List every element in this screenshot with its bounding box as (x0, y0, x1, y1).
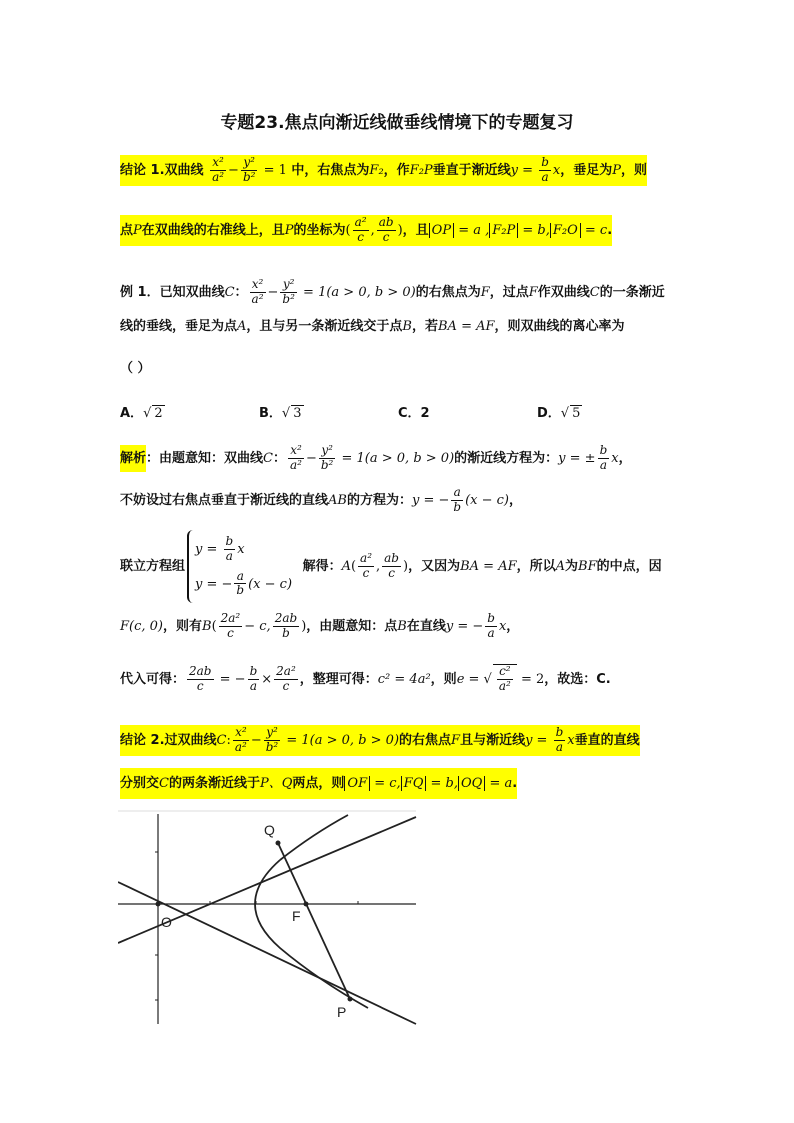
numerator: ab (378, 215, 394, 229)
numerator: a (451, 486, 463, 501)
fraction (353, 216, 369, 245)
text: ： (272, 450, 286, 466)
math: = 1(a > 0, b > 0) (282, 732, 400, 748)
text: ，则 (620, 162, 647, 178)
denominator: a (225, 548, 233, 563)
abs-fq: FQ (401, 776, 427, 791)
conclusion-1-highlight-2: 点P在双曲线的右准线上，且P的坐标为( $\frac{\text{a²}}{c}$ , $\frac{ab}{c}$ )，且 OP = a , F₂P = b, F₂O = c. (120, 215, 613, 244)
fraction (598, 444, 610, 473)
text: 作双曲线 (537, 284, 590, 300)
denominator: c (227, 625, 234, 640)
abs-f2p: F₂P (489, 223, 518, 238)
hyperbola-right-branch (255, 860, 368, 1008)
denominator: a² (251, 291, 264, 306)
numerator: a² (354, 215, 367, 229)
denominator: a² (234, 739, 247, 754)
math-var: x (611, 450, 619, 466)
numerator: b (249, 664, 258, 678)
math-var: AB (328, 492, 347, 508)
solution-line-2: 不妨设过右焦点垂直于渐近线的直线AB的方程为：y = − $\frac{a}{b}$ (x − c)， (120, 485, 523, 514)
denominator: c (388, 566, 395, 581)
fraction (250, 278, 266, 307)
option-c[interactable] (398, 402, 430, 421)
denominator: b² (282, 291, 295, 306)
fraction (358, 552, 374, 581)
text: ，则有 (162, 618, 202, 634)
conclusion-label: 结论 (120, 162, 147, 178)
text: ，整理可得： (299, 671, 378, 687)
denominator: b² (242, 169, 256, 184)
abs-oq: OQ (458, 776, 485, 791)
math-var: C (216, 732, 227, 748)
solution-line-1: 解析：由题意知：双曲线C： $\frac{\text{x²}}{\text{a²}}$ − $\frac{\text{y²}}{\text{b²}}$ = 1(a > 0, b > 0)的渐近线方程为：y = ± $\frac{b}{a}$ x， (120, 443, 632, 472)
equation-rhs: = 1 (259, 162, 287, 178)
math: y = − (445, 618, 484, 634)
text: 且与渐近线 (460, 732, 526, 748)
math-var: F (451, 732, 461, 748)
abs-of: OF (344, 776, 370, 791)
text: 解得： (302, 559, 342, 575)
conclusion-2-highlight-1: 结论 2.过双曲线C: $\frac{\text{x²}}{\text{a²}}$ − $\frac{\text{y²}}{\text{b²}}$ = 1(a > 0, b > 0)的右焦点F且与渐近线y = $\frac{b}{a}$ x垂直的直线 (120, 725, 640, 754)
text: ，且 (402, 222, 429, 238)
fraction (382, 552, 401, 581)
text: 的右焦点 (399, 732, 452, 748)
numerator: 2a² (220, 611, 241, 625)
fraction (485, 612, 497, 641)
fraction (187, 665, 213, 694)
math-var: P (612, 162, 621, 178)
math-var: F (480, 284, 490, 300)
denominator: c (196, 678, 204, 693)
point-p (348, 997, 353, 1002)
text: 垂直于渐近线 (432, 162, 511, 178)
option-value: 5 (572, 406, 581, 421)
math: P、Q (259, 776, 293, 791)
option-label: D． (537, 406, 561, 421)
text: 中，右焦点为 (291, 162, 370, 178)
conclusion-label: 结论 (120, 732, 147, 748)
text: ，所以 (516, 559, 556, 575)
text: ：由题意知：双曲线 (146, 450, 264, 466)
label-p: P (337, 1004, 347, 1020)
fraction (264, 726, 281, 755)
math: F(c, 0) (120, 618, 163, 634)
text: ，则双曲线的离心率为 (494, 319, 625, 334)
conclusion-2-line-2 (120, 777, 517, 790)
math: = 1(a > 0, b > 0) (298, 284, 416, 300)
math: = c, (370, 776, 401, 791)
numerator: x² (210, 156, 226, 171)
hyperbola-upper-tail (280, 815, 348, 860)
math: y = (525, 732, 552, 748)
denominator: a (487, 625, 495, 640)
numerator: 2ab (274, 611, 298, 625)
fraction (539, 156, 551, 185)
fraction (274, 665, 298, 694)
numerator: b (541, 155, 549, 169)
numerator: c² (497, 665, 513, 680)
math-var: x (552, 162, 561, 178)
math-var: B (202, 618, 212, 634)
text: ： (234, 284, 248, 300)
text: 为 (565, 559, 579, 575)
solution-line-3: 联立方程组 y = $\frac{b}{a}$ x y = − $\frac{a}{b}$ (x − c) 解得：A( $\frac{\text{a²}}{c}$ , $\frac{ab}{c}$ )，又因为BA = AF，所以A为BF的中点，因 (120, 530, 662, 603)
vector-equation: BA = AF (460, 559, 517, 575)
fraction (233, 726, 249, 755)
text: 1.双曲线 (150, 162, 204, 178)
fraction (319, 444, 336, 473)
text: 线的垂线，垂足为点 (120, 319, 238, 334)
conclusion-2-line-1 (120, 726, 640, 755)
numerator: b (487, 611, 495, 625)
fraction (554, 726, 566, 755)
equation-system (187, 530, 298, 603)
answer-parentheses: （ ） (120, 361, 151, 376)
numerator: b (225, 534, 234, 548)
option-value: 2 (154, 406, 163, 421)
math-var: x (237, 541, 245, 557)
numerator: x² (233, 726, 249, 741)
text: . (607, 222, 613, 238)
math: = a , (454, 222, 490, 238)
math-var: C (159, 776, 169, 791)
text: 2.过双曲线 (150, 732, 217, 748)
text: 在直线 (406, 618, 446, 634)
numerator: b (555, 725, 564, 739)
numerator: 2a² (276, 664, 296, 678)
math-var: B (397, 618, 407, 634)
math-var: F (528, 284, 538, 300)
text: ，由题意知：点 (306, 618, 398, 634)
text: ，且与另一条渐近线交于点 (246, 319, 403, 334)
point-f (304, 902, 309, 907)
example-1-line-1: 例 1．已知双曲线C： $\frac{\text{x²}}{\text{a²}}$ − $\frac{\text{y²}}{\text{b²}}$ = 1(a > 0, b > 0)的右焦点为F，过点F作双曲线C的一条渐近 (120, 277, 665, 306)
text: 例 1．已知双曲线 (120, 284, 225, 300)
math-var: x (567, 732, 575, 748)
text: 的渐近线方程为： (454, 450, 559, 466)
math: (x − c) (248, 576, 293, 592)
denominator: a (249, 678, 257, 693)
denominator: a² (290, 457, 302, 472)
denominator: c (382, 229, 390, 244)
denominator: a (555, 739, 564, 754)
numerator: x² (288, 444, 304, 459)
math: e = (456, 671, 484, 687)
math: y = (195, 541, 222, 557)
fraction (377, 216, 396, 245)
math-var: P (284, 222, 294, 238)
numerator: x² (250, 278, 266, 293)
math: = 1(a > 0, b > 0) (337, 450, 455, 466)
page-title: 专题23.焦点向渐近线做垂线情境下的专题复习 (220, 113, 574, 133)
point-o (156, 902, 161, 907)
math: y = ± (558, 450, 596, 466)
text: 点 (120, 222, 134, 238)
text: 的方程为： (346, 492, 412, 508)
math-var: P (133, 222, 142, 238)
math-var: A (237, 319, 247, 334)
math: y = − (411, 492, 450, 508)
fraction (451, 486, 463, 515)
text: 在双曲线的右准线上，且 (141, 222, 285, 238)
fraction (280, 278, 297, 307)
example-1-line-2 (120, 320, 625, 333)
fraction (210, 156, 226, 185)
fraction (497, 665, 513, 694)
text: ，过点 (489, 284, 529, 300)
label-q: Q (264, 822, 275, 838)
fraction (248, 665, 260, 694)
option-label: B． (259, 406, 282, 421)
conclusion-1-line-2 (120, 216, 612, 245)
math: = a (485, 776, 513, 791)
math: = c (580, 222, 608, 238)
conclusion-2-highlight-2 (120, 768, 517, 799)
option-label: A． (120, 406, 144, 421)
option-b[interactable]: B．√ 3 (259, 406, 302, 421)
numerator: y² (280, 278, 297, 293)
math: = b, (426, 776, 458, 791)
denominator: a (541, 169, 549, 184)
axis-ticks (155, 852, 358, 1000)
denominator: c (357, 229, 364, 244)
text: 不妨设过右焦点垂直于渐近线的直线 (120, 492, 329, 508)
text: 代入可得： (120, 671, 186, 687)
option-label: C．2 (398, 406, 430, 421)
numerator: y² (319, 444, 336, 459)
math-var: A (341, 559, 351, 575)
math-var: C (224, 284, 235, 300)
denominator: b (236, 583, 245, 598)
text: ，故选：C. (544, 671, 611, 687)
denominator: b (453, 499, 462, 514)
math: (x − c) (465, 492, 509, 508)
denominator: b² (265, 739, 279, 754)
math-var: x (498, 618, 507, 634)
text: 联立方程组 (120, 559, 186, 575)
fraction (273, 612, 299, 641)
math: = b, (518, 222, 550, 238)
math-var: F₂ (369, 162, 384, 178)
conclusion-1-line-1 (120, 156, 647, 185)
math-var: BF (578, 559, 597, 575)
denominator: c (282, 678, 290, 693)
text: 的右焦点为 (415, 284, 481, 300)
math-var: B (402, 319, 412, 334)
text: ，垂足为 (560, 162, 613, 178)
text: 的坐标为 (293, 222, 346, 238)
conclusion-1-highlight-1: 结论 1.双曲线 $\frac{\text{x²}}{\text{a²}}$ − $\frac{\text{y²}}{\text{b²}}$ = 1 中，右焦点为F₂，作F₂P垂直于渐近线y = $\frac{b}{a}$ x，垂足为P，则 (120, 155, 647, 184)
math-var: y = (510, 162, 538, 178)
text: 分别交 (120, 776, 160, 791)
text: ，又因为 (408, 559, 461, 575)
numerator: y² (241, 156, 258, 171)
text: ，作 (383, 162, 410, 178)
text: 的中点，因 (596, 559, 662, 575)
solution-line-4: F(c, 0)，则有B( $\frac{\text{2a²}}{c}$ − c, $\frac{2ab}{b}$ )，由题意知：点B在直线y = − $\frac{b}{a}$ x， (120, 611, 520, 640)
denominator: c (362, 566, 370, 581)
text: 的两条渐近线于 (168, 776, 260, 791)
solution-line-5: 代入可得： $\frac{2ab}{c}$ = − $\frac{b}{a}$ × $\frac{\text{2a²}}{c}$ ，整理可得：c² = 4a²，则e = √ $\frac{\text{c²}}{\text{a²}}$ = 2，故选：C. (120, 664, 611, 693)
fraction (224, 535, 236, 564)
numerator: y² (264, 726, 281, 741)
abs-op: OP (429, 223, 454, 238)
numerator: a (234, 570, 246, 585)
option-value: 3 (293, 406, 302, 421)
text: 的一条渐近 (599, 284, 665, 300)
label-f: F (292, 908, 301, 924)
math-var: F₂P (409, 162, 433, 178)
text: ，则 (430, 671, 457, 687)
numerator: a² (360, 551, 373, 566)
math: c² = 4a² (377, 671, 431, 687)
math-var: C (263, 450, 273, 466)
point-q (276, 841, 281, 846)
option-a[interactable]: A．√ 2 (120, 406, 163, 421)
fraction (288, 444, 304, 473)
denominator: b (282, 625, 290, 640)
abs-f2o: F₂O (550, 223, 581, 238)
label-o: O (161, 914, 172, 930)
solution-label: 解析 (120, 445, 146, 472)
denominator: a² (212, 169, 225, 184)
numerator: b (599, 443, 608, 457)
text: 两点，则 (292, 776, 345, 791)
fraction (234, 570, 246, 599)
math-var: C (589, 284, 600, 300)
hyperbola-figure (118, 810, 418, 1030)
option-d[interactable]: D．√ 5 (537, 406, 581, 421)
vector-equation: BA = AF (438, 319, 495, 334)
asymptote-lower (118, 882, 416, 1024)
numerator: 2ab (189, 664, 212, 678)
text: 垂直的直线 (574, 732, 640, 748)
math: = 2 (516, 671, 545, 687)
denominator: a² (498, 678, 511, 693)
fraction (219, 612, 243, 641)
numerator: ab (384, 551, 399, 566)
denominator: b² (320, 457, 334, 472)
fraction (241, 156, 258, 185)
math: y = − (195, 576, 233, 592)
text: . (512, 776, 518, 791)
denominator: a (599, 457, 607, 472)
math-var: A (555, 559, 566, 575)
text: ，若 (411, 319, 438, 334)
